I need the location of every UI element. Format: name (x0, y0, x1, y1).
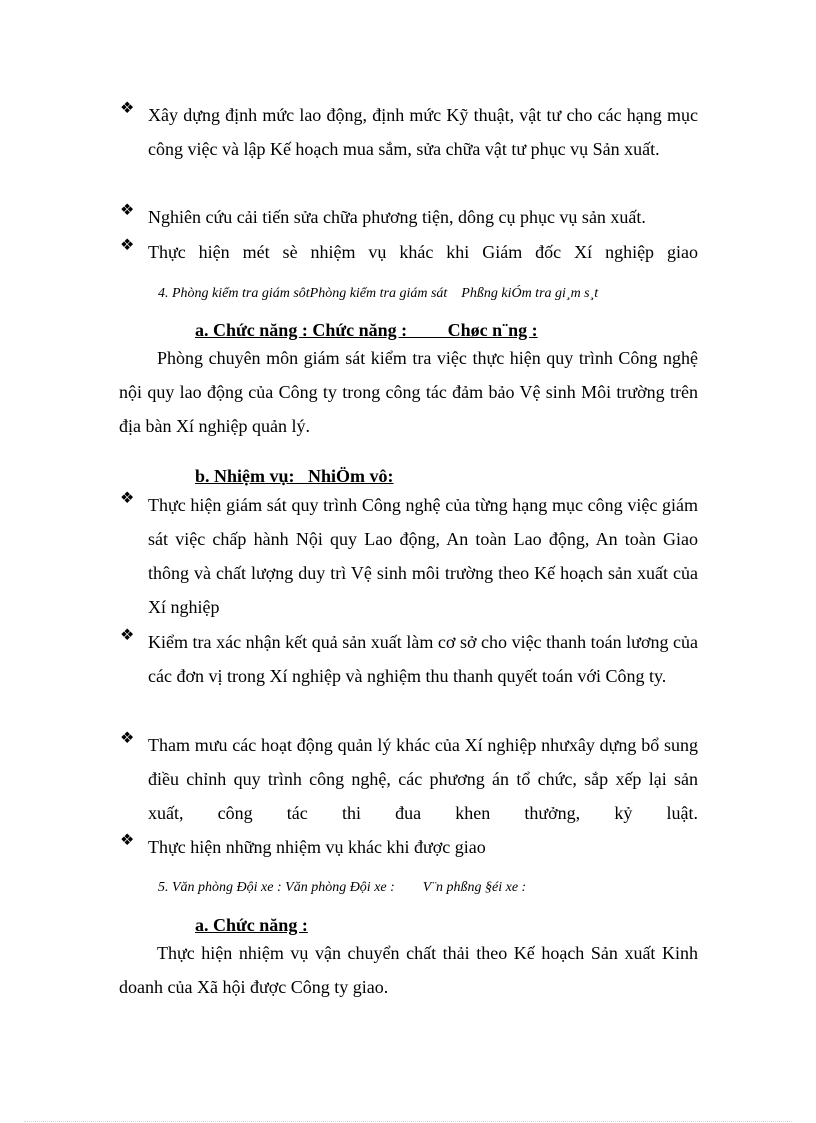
list-item-text: Xây dựng định mức lao động, định mức Kỹ thuật, vật tư cho các hạng mục công việc và lập Kế hoạch mua sắm, sửa chữa vật tư phục vụ Sản xuất. (148, 105, 698, 159)
diamond-bullet-icon: ❖ (120, 627, 135, 644)
list-item (120, 728, 698, 830)
list-item-text: Nghiên cứu cải tiến sửa chữa phương tiện, dông cụ phục vụ sản xuất. (148, 207, 646, 227)
list-item-text: Thực hiện mét sè nhiệm vụ khác khi Giám đốc Xí nghiệp giao (148, 242, 698, 262)
list-item-text: Thực hiện giám sát quy trình Công nghệ của từng hạng mục công việc giám sát việc chấp hành Nội quy Lao động, An toàn Lao động, An toàn Giao thông và chất lượng duy trì Vệ sinh môi trường theo Kế hoạch sản xuất của Xí nghiệp (148, 495, 698, 617)
list-item-text: Tham mưu các hoạt động quản lý khác của Xí nghiệp nhưxây dựng bổ sung điều chỉnh quy trình công nghệ, các phương án tổ chức, sắp xếp lại sản xuất, công tác thi đua khen thưởng, kỷ luật. (148, 735, 698, 823)
list-item-text: Thực hiện những nhiệm vụ khác khi được giao (148, 837, 486, 857)
diamond-bullet-icon: ❖ (120, 100, 135, 117)
section-4-function-paragraph: Phòng chuyên môn giám sát kiểm tra việc thực hiện quy trình Công nghệ nội quy lao động của Công ty trong công tác đảm bảo Vệ sinh Môi trường trên địa bàn Xí nghiệp quản lý. (119, 348, 698, 436)
diamond-bullet-icon: ❖ (120, 237, 135, 254)
list-item (120, 235, 698, 269)
list-item (120, 200, 698, 234)
section-5-function-heading: a. Chức năng : (195, 915, 308, 935)
list-item-text: Kiểm tra xác nhận kết quả sản xuất làm cơ sở cho việc thanh toán lương của các đơn vị trong Xí nghiệp và nghiệm thu thanh quyết toán với Công ty. (148, 632, 698, 686)
page-bottom-divider (24, 1121, 792, 1122)
list-item (120, 98, 698, 166)
section-5-heading: 5. Văn phòng Đội xe : Văn phòng Đội xe : V¨n phßng §éi xe : (158, 880, 527, 895)
section-4-duties-heading: b. Nhiệm vụ: NhiÖm vô: (195, 466, 394, 486)
list-item (120, 830, 698, 864)
list-item (120, 488, 698, 624)
diamond-bullet-icon: ❖ (120, 832, 135, 849)
section-5-function-paragraph: Thực hiện nhiệm vụ vận chuyển chất thải theo Kế hoạch Sản xuất Kinh doanh của Xã hội được Công ty giao. (119, 943, 698, 997)
section-4-function-heading: a. Chức năng : Chức năng : Chøc n¨ng : (195, 320, 538, 340)
list-item (120, 625, 698, 693)
diamond-bullet-icon: ❖ (120, 490, 135, 507)
diamond-bullet-icon: ❖ (120, 202, 135, 219)
diamond-bullet-icon: ❖ (120, 730, 135, 747)
section-4-heading: 4. Phòng kiểm tra giám sôtPhòng kiểm tra giám sát Phßng kiÓm tra gi¸m s¸t (158, 286, 599, 301)
